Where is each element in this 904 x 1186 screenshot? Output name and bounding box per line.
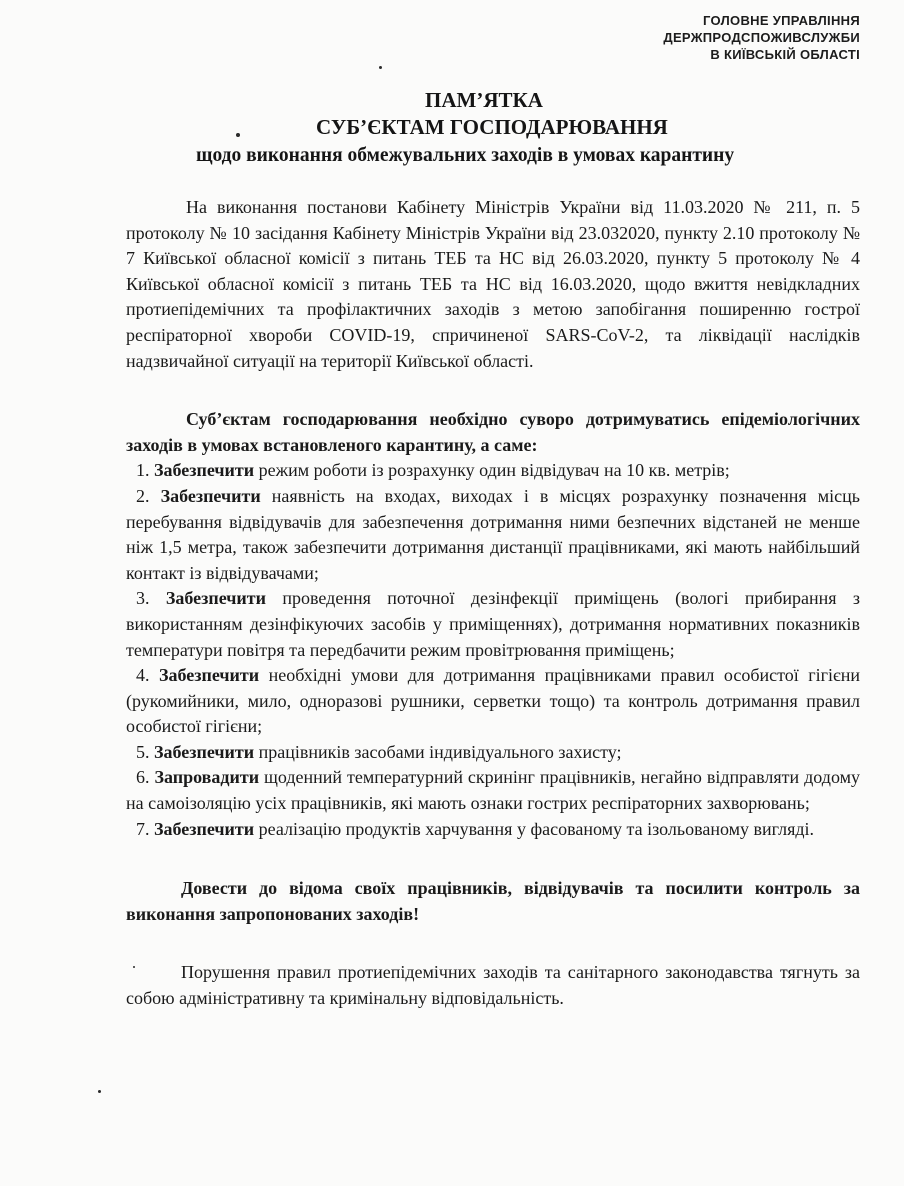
item-number: 3.: [136, 588, 150, 609]
issuing-organization: [663, 12, 860, 63]
list-item: [126, 586, 860, 663]
item-verb: Забезпечити: [154, 460, 255, 481]
item-number: 7.: [136, 818, 150, 839]
item-number: 6.: [136, 767, 150, 788]
item-text: щоденний температурний скринінг працівників, негайно відправляти додому на самоізоляцію усіх працівників, які мають ознаки гострих респіраторних захворювань;: [126, 767, 860, 814]
item-number: 1.: [136, 460, 150, 481]
list-item: [126, 484, 860, 586]
item-text: проведення поточної дезінфекції приміщень (вологі прибирання з використанням дезінфікуючих засобів у приміщеннях), дотримання нормативних показників температури повітря та передбачити режим провітрювання приміщень;: [126, 588, 861, 660]
lead-paragraph: Суб’єктам господарювання необхідно суворо дотримуватись епідеміологічних заходів в умовах встановленого карантину, а саме:: [126, 409, 860, 455]
item-text: режим роботи із розрахунку один відвідувач на 10 кв. метрів;: [258, 460, 730, 481]
notice-paragraph: Довести до відома своїх працівників, відвідувачів та посилити контроль за виконання запропонованих заходів!: [126, 878, 860, 924]
item-verb: Запровадити: [154, 767, 260, 788]
title-line-3: щодо виконання обмежувальних заходів в умовах карантину: [196, 145, 735, 166]
list-item: [126, 458, 860, 484]
list-item: [126, 740, 860, 766]
org-line-1: ГОЛОВНЕ УПРАВЛІННЯ: [703, 13, 860, 28]
item-text: необхідні умови для дотримання працівниками правил особистої гігієни (рукомийники, мило, одноразові рушники, серветки тощо) та контроль дотримання правил особистої гігієни;: [126, 665, 860, 737]
org-line-2: ДЕРЖПРОДСПОЖИВСЛУЖБИ: [663, 30, 860, 45]
org-line-3: В КИЇВСЬКІЙ ОБЛАСТІ: [710, 47, 860, 62]
scan-speck: [236, 133, 240, 137]
item-verb: Забезпечити: [160, 485, 261, 506]
item-number: 2.: [136, 485, 150, 506]
list-item: [126, 663, 860, 740]
title-line-1: ПАМ’ЯТКА: [425, 88, 543, 112]
scan-speck: [98, 1090, 101, 1093]
item-text: працівників засобами індивідуального захисту;: [258, 741, 622, 762]
list-item: [126, 817, 860, 843]
item-verb: Забезпечити: [154, 818, 255, 839]
item-number: 4.: [136, 665, 150, 686]
item-text: реалізацію продуктів харчування у фасованому та ізольованому вигляді.: [258, 818, 815, 839]
item-verb: Забезпечити: [159, 665, 260, 686]
scan-speck: [379, 66, 382, 69]
title-line-2: СУБ’ЄКТАМ ГОСПОДАРЮВАННЯ: [316, 115, 668, 139]
item-verb: Забезпечити: [154, 741, 255, 762]
item-text: наявність на входах, виходах і в місцях розрахунку позначення місць перебування відвідувачів для забезпечення дотримання ними безпечних відстаней не менше ніж 1,5 метра, також забезпечити дотримання дистанції працівниками, які мають найбільший контакт із відвідувачами;: [126, 485, 860, 583]
warning-paragraph: Порушення правил протиепідемічних заходів та санітарного законодавства тягнуть за собою адміністративну та кримінальну відповідальність.: [126, 962, 860, 1009]
item-number: 5.: [136, 741, 150, 762]
list-item: [126, 765, 860, 816]
scan-speck: [133, 966, 135, 968]
intro-paragraph: На виконання постанови Кабінету Міністрів України від 11.03.2020 № 211, п. 5 протоколу № 10 засідання Кабінету Міністрів України від 23.032020, пункту 2.10 протоколу № 7 Київської обласної комісії з питань ТЕБ та НС від 26.03.2020, пункту 5 протоколу № 4 Київської обласної комісії з питань ТЕБ та НС від 16.03.2020, щодо вжиття невідкладних протиепідемічних та профілактичних заходів з метою запобігання поширенню гострої респіраторної хвороби COVID-19, спричиненої SARS-CoV-2, та ліквідації наслідків надзвичайної ситуації на території Київської області.: [126, 197, 860, 371]
document-body: [126, 195, 860, 1012]
item-verb: Забезпечити: [165, 588, 267, 609]
